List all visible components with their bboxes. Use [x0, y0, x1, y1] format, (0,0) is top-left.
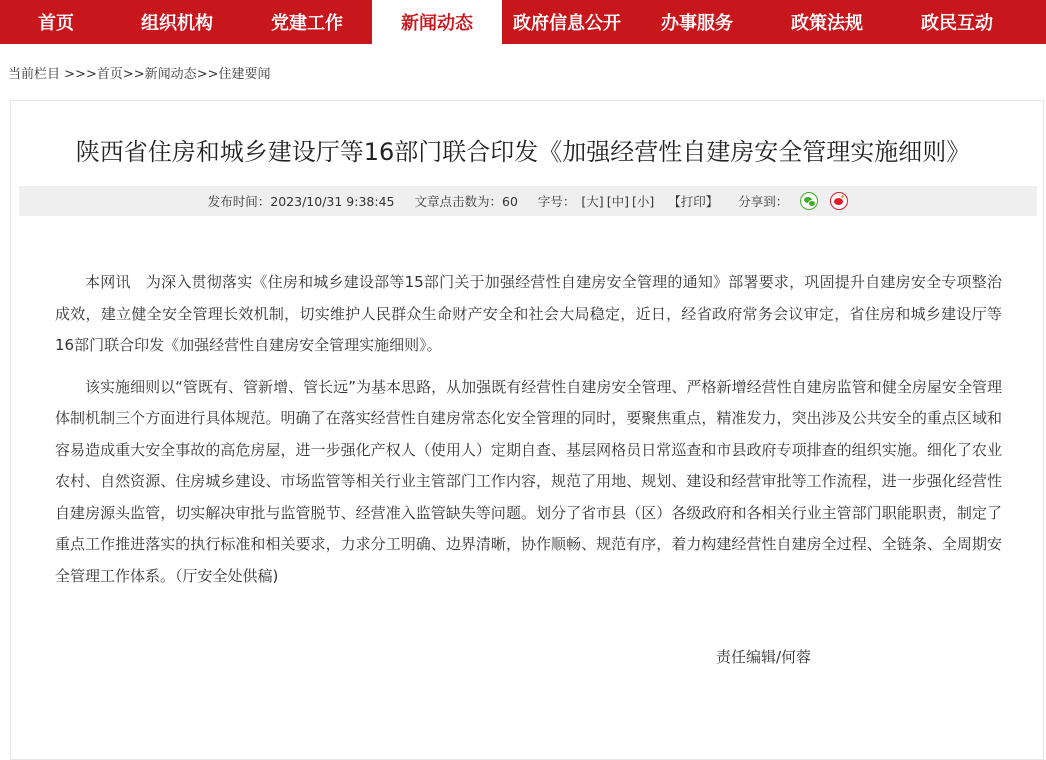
breadcrumb	[8, 63, 271, 82]
article-title: 陕西省住房和城乡建设厅等16部门联合印发《加强经营性自建房安全管理实施细则》	[75, 138, 971, 166]
nav-item-organization[interactable]: 组织机构	[141, 13, 213, 34]
print-button[interactable]: 【打印】	[668, 194, 719, 209]
nav-item-news[interactable]: 新闻动态	[372, 0, 502, 44]
breadcrumb-separator: >>	[64, 67, 86, 82]
font-small-button[interactable]: [小]	[631, 194, 655, 209]
font-large-button[interactable]: [大]	[581, 194, 604, 209]
breadcrumb-separator: >>	[122, 67, 145, 82]
breadcrumb-separator: >	[85, 67, 97, 82]
font-size-label: 字号：	[537, 194, 576, 209]
breadcrumb-news[interactable]: 新闻动态	[144, 67, 197, 82]
share-label: 分享到：	[738, 194, 789, 209]
article-meta-bar	[19, 186, 1037, 216]
breadcrumb-prefix: 当前栏目	[8, 67, 61, 82]
nav-item-home[interactable]: 首页	[38, 13, 74, 34]
article-body	[55, 267, 1002, 602]
nav-item-policy[interactable]: 政策法规	[791, 13, 863, 34]
breadcrumb-home[interactable]: 首页	[96, 67, 123, 82]
font-medium-button[interactable]: [中]	[606, 194, 629, 209]
breadcrumb-separator: >>	[196, 67, 219, 82]
weibo-icon[interactable]	[830, 192, 848, 210]
publish-time: 发布时间：2023/10/31 9:38:45	[207, 194, 395, 209]
nav-item-interaction[interactable]: 政民互动	[921, 13, 993, 34]
article-paragraph: 该实施细则以“管既有、管新增、管长远”为基本思路，从加强既有经营性自建房安全管理、严格新增经营性自建房监管和健全房屋安全管理体制机制三个方面进行具体规范。明确了在落实经营性自建房常态化安全管理的同时，要聚焦重点，精准发力，突出涉及公共安全的重点区域和容易造成重大安全事故的高危房屋，进一步强化产权人（使用人）定期自查、基层网格员日常巡查和市县政府专项排查的组织实施。细化了农业农村、自然资源、住房城乡建设、市场监管等相关行业主管部门工作内容，规范了用地、规划、建设和经营审批等工作流程，进一步强化经营性自建房源头监管，切实解决审批与监管脱节、经营准入监管缺失等问题。划分了省市县（区）各级政府和各相关行业主管部门职能职责，制定了重点工作推进落实的执行标准和相关要求，力求分工明确、边界清晰，协作顺畅、规范有序，着力构建经营性自建房全过程、全链条、全周期安全管理工作体系。（厅安全处供稿)	[55, 377, 1002, 585]
wechat-icon[interactable]	[800, 192, 818, 210]
nav-item-party-building[interactable]: 党建工作	[271, 13, 343, 34]
article-paragraph: 本网讯 为深入贯彻落实《住房和城乡建设部等15部门关于加强经营性自建房安全管理的通知》部署要求，巩固提升自建房安全专项整治成效，建立健全安全管理长效机制，切实维护人民群众生命财产安全和社会大局稳定，近日，经省政府常务会议审定，省住房和城乡建设厅等16部门联合印发《加强经营性自建房安全管理实施细则》。	[55, 273, 1002, 354]
nav-item-gov-info[interactable]: 政府信息公开	[513, 13, 621, 34]
breadcrumb-current[interactable]: 住建要闻	[218, 67, 271, 82]
top-nav	[0, 0, 1046, 44]
nav-item-services[interactable]: 办事服务	[661, 13, 733, 34]
click-count: 文章点击数为：60	[414, 194, 518, 209]
responsible-editor: 责任编辑/何蓉	[716, 648, 812, 666]
